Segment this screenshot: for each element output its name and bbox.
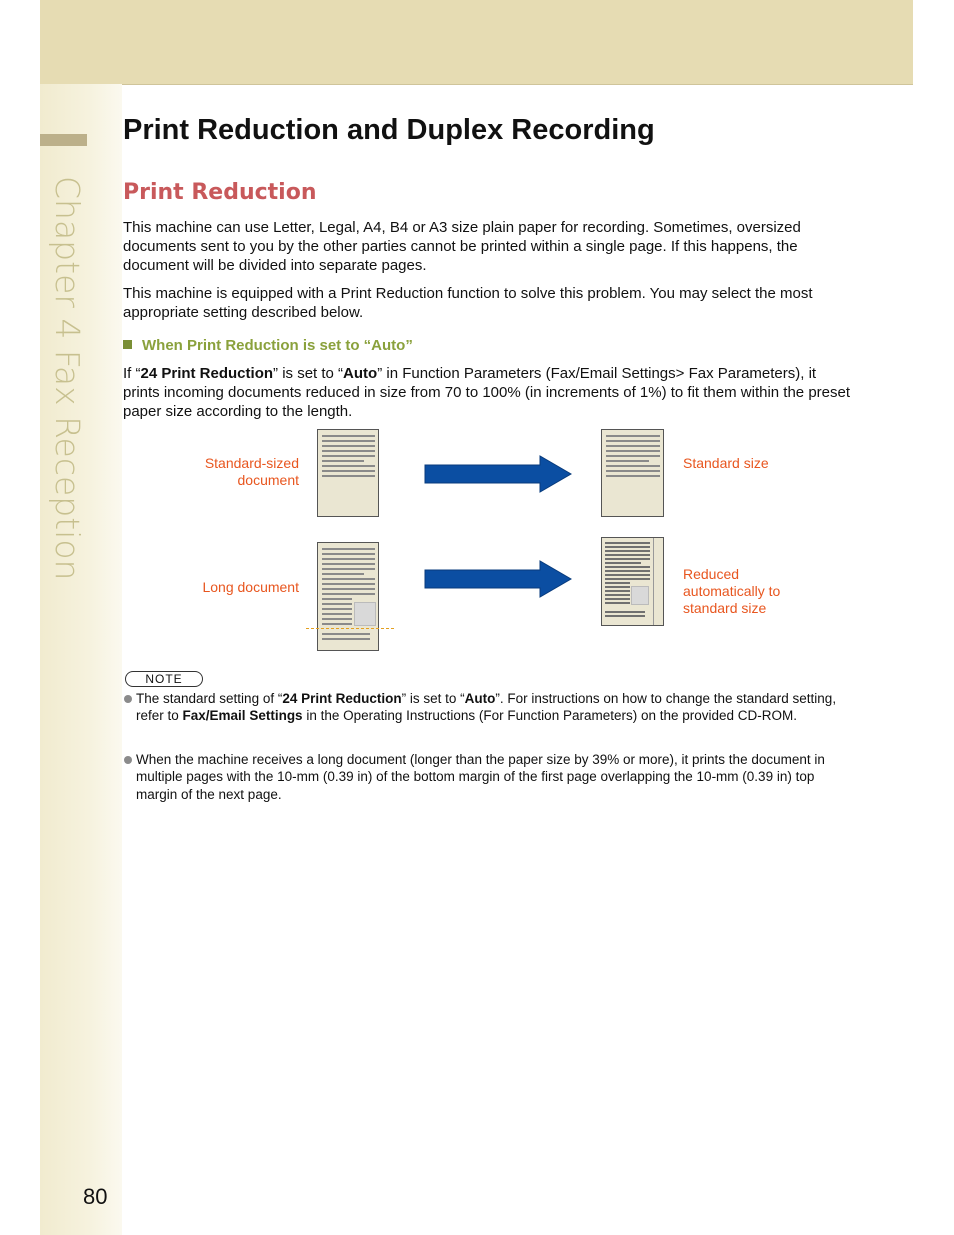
- bold-run: Fax/Email Settings: [182, 708, 303, 724]
- label-standard-size: Standard size: [683, 455, 769, 471]
- text-run: ” is set to “: [401, 691, 465, 706]
- cut-line: [306, 628, 394, 629]
- text-run: If “: [123, 365, 141, 382]
- square-bullet-icon: [123, 340, 132, 349]
- long-document-icon: [317, 542, 379, 651]
- text-run: ”. For instructions on how to change the standard setting, refer to: [136, 691, 837, 724]
- text-run: ” in Function Parameters (Fax/Email Settings> Fax Parameters), it prints incoming documents reduced in size from 70 to 100% (in increments of 1%) to fit them within the preset paper size according to the length.: [123, 365, 851, 420]
- auto-paragraph: [123, 364, 853, 421]
- bullet-icon: [124, 695, 132, 703]
- bullet-icon: [124, 756, 132, 764]
- bold-run: Auto: [464, 691, 496, 706]
- chapter-tab-mark: [40, 134, 87, 146]
- arrow-right-icon: [424, 560, 574, 598]
- reduced-output-icon: [601, 537, 664, 626]
- reduction-paragraph: This machine is equipped with a Print Reduction function to solve this problem. You may select the most appropriate setting described below.: [123, 285, 813, 321]
- note-text: [136, 690, 856, 725]
- standard-output-icon: [601, 429, 664, 517]
- section-title: Print Reduction: [123, 180, 317, 205]
- text-run: The standard setting of “: [136, 691, 283, 706]
- text-run: in the Operating Instructions (For Function Parameters) on the provided CD-ROM.: [302, 708, 798, 724]
- header-band: [40, 0, 913, 85]
- standard-document-icon: [317, 429, 379, 517]
- bold-run: Auto: [343, 365, 378, 382]
- intro-paragraph: This machine can use Letter, Legal, A4, B4 or A3 size plain paper for recording. Sometimes, oversized documents sent to you by the other parties cannot be printed within a single page. If this happens, the document will be divided into separate pages.: [123, 219, 801, 274]
- bold-run: 24 Print Reduction: [140, 365, 274, 382]
- bold-run: 24 Print Reduction: [282, 691, 402, 706]
- page-title: Print Reduction and Duplex Recording: [123, 114, 655, 146]
- note-badge: NOTE: [125, 671, 203, 687]
- chapter-label: Chapter 4 Fax Reception: [48, 176, 87, 581]
- text-run: ” is set to “: [273, 365, 344, 382]
- auto-subheading: [123, 337, 413, 354]
- note-text: When the machine receives a long document (longer than the paper size by 39% or more), it prints the document in multiple pages with the 10-mm (0.39 in) of the bottom margin of the first page overlapping the 10-mm (0.39 in) top margin of the next page.: [136, 752, 825, 802]
- page-number: 80: [83, 1184, 108, 1209]
- arrow-right-icon: [424, 455, 574, 493]
- label-long-doc: Long document: [202, 579, 299, 595]
- label-reduced: Reduced automatically to standard size: [683, 566, 781, 616]
- label-standard-doc: Standard-sized document: [204, 455, 299, 488]
- auto-subheading-text: When Print Reduction is set to “Auto”: [142, 337, 413, 354]
